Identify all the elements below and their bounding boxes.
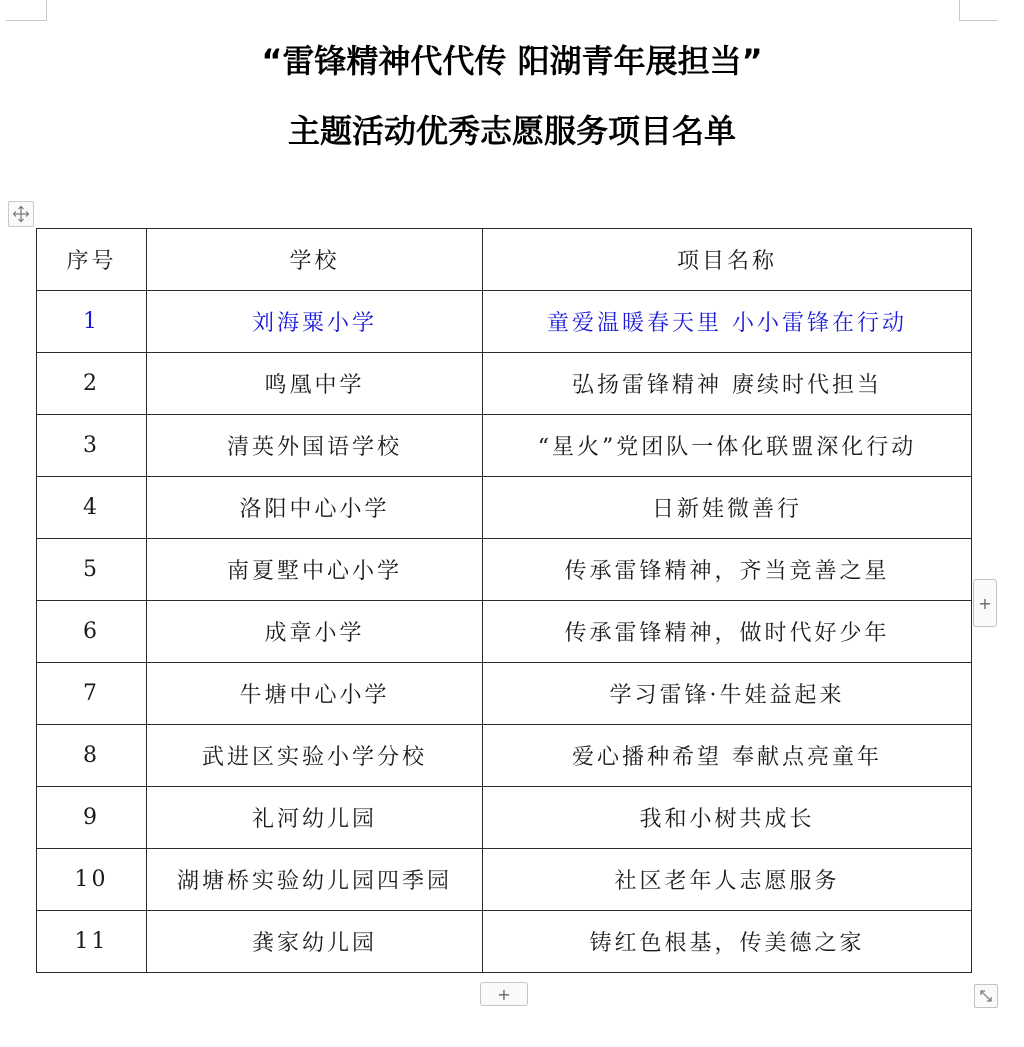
- cell-index[interactable]: 9: [37, 787, 147, 849]
- page-corner-mark-right: [959, 0, 998, 21]
- cell-school[interactable]: 武进区实验小学分校: [147, 725, 483, 787]
- table-header-row: [37, 229, 972, 291]
- cell-project[interactable]: “星火”党团队一体化联盟深化行动: [483, 415, 972, 477]
- table-row: [37, 911, 972, 973]
- table-move-handle[interactable]: [8, 201, 34, 227]
- table-row: [37, 725, 972, 787]
- resize-icon: [979, 989, 993, 1003]
- cell-school[interactable]: 礼河幼儿园: [147, 787, 483, 849]
- cell-index[interactable]: 5: [37, 539, 147, 601]
- cell-project[interactable]: 学习雷锋·牛娃益起来: [483, 663, 972, 725]
- cell-school[interactable]: 湖塘桥实验幼儿园四季园: [147, 849, 483, 911]
- table-row: [37, 291, 972, 353]
- cell-school[interactable]: 清英外国语学校: [147, 415, 483, 477]
- table-row: [37, 415, 972, 477]
- header-project[interactable]: 项目名称: [483, 229, 972, 291]
- cell-school[interactable]: 南夏墅中心小学: [147, 539, 483, 601]
- table-row: [37, 539, 972, 601]
- cell-school[interactable]: 洛阳中心小学: [147, 477, 483, 539]
- add-row-button[interactable]: +: [480, 982, 528, 1006]
- cell-project[interactable]: 铸红色根基，传美德之家: [483, 911, 972, 973]
- cell-school[interactable]: 刘海粟小学: [147, 291, 483, 353]
- cell-index[interactable]: 2: [37, 353, 147, 415]
- page-corner-mark-left: [6, 0, 47, 21]
- cell-index[interactable]: 11: [37, 911, 147, 973]
- cell-school[interactable]: 牛塘中心小学: [147, 663, 483, 725]
- cell-index[interactable]: 10: [37, 849, 147, 911]
- table-row: [37, 601, 972, 663]
- cell-school[interactable]: 龚家幼儿园: [147, 911, 483, 973]
- cell-project[interactable]: 社区老年人志愿服务: [483, 849, 972, 911]
- table-row: [37, 477, 972, 539]
- cell-project[interactable]: 我和小树共成长: [483, 787, 972, 849]
- cell-index[interactable]: 7: [37, 663, 147, 725]
- cell-project[interactable]: 爱心播种希望 奉献点亮童年: [483, 725, 972, 787]
- project-table: [36, 228, 972, 973]
- table-row: [37, 787, 972, 849]
- add-column-button[interactable]: +: [973, 579, 997, 627]
- move-icon: [12, 205, 30, 223]
- cell-school[interactable]: 鸣凰中学: [147, 353, 483, 415]
- cell-project[interactable]: 日新娃微善行: [483, 477, 972, 539]
- cell-index[interactable]: 3: [37, 415, 147, 477]
- cell-project[interactable]: 传承雷锋精神，做时代好少年: [483, 601, 972, 663]
- cell-school[interactable]: 成章小学: [147, 601, 483, 663]
- page-title-line-1: “雷锋精神代代传 阳湖青年展担当”: [261, 42, 763, 80]
- cell-project[interactable]: 童爱温暖春天里 小小雷锋在行动: [483, 291, 972, 353]
- table-row: [37, 353, 972, 415]
- cell-project[interactable]: 弘扬雷锋精神 赓续时代担当: [483, 353, 972, 415]
- table-row: [37, 663, 972, 725]
- cell-index[interactable]: 4: [37, 477, 147, 539]
- table-row: [37, 849, 972, 911]
- cell-index[interactable]: 6: [37, 601, 147, 663]
- page-title-line-2: 主题活动优秀志愿服务项目名单: [287, 112, 736, 150]
- table-resize-handle[interactable]: [974, 984, 998, 1008]
- cell-project[interactable]: 传承雷锋精神，齐当竞善之星: [483, 539, 972, 601]
- cell-index[interactable]: 8: [37, 725, 147, 787]
- cell-index[interactable]: 1: [37, 291, 147, 353]
- header-school[interactable]: 学校: [147, 229, 483, 291]
- header-index[interactable]: 序号: [37, 229, 147, 291]
